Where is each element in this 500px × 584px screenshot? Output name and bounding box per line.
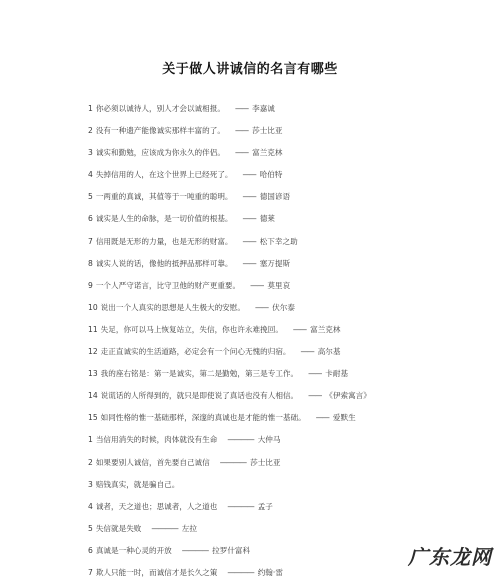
quote-number: 9	[88, 280, 93, 290]
quote-author: 伏尔泰	[272, 302, 295, 312]
list-item	[88, 98, 371, 120]
quote-dash: ——	[250, 280, 264, 290]
quote-dash: ——	[242, 214, 256, 224]
quote-number: 14	[88, 391, 98, 401]
quote-number: 2	[88, 126, 93, 136]
quote-number: 7	[88, 567, 93, 577]
quote-author: 莎士比亚	[252, 126, 283, 136]
quote-dash: ————	[227, 435, 254, 445]
quote-number: 4	[88, 501, 93, 511]
quote-number: 1	[88, 435, 93, 445]
list-item	[88, 208, 371, 230]
quote-number: 4	[88, 170, 93, 180]
quote-dash: ——	[234, 126, 249, 136]
quote-dash: ————	[151, 523, 178, 533]
quote-author: 《伊索寓言》	[325, 391, 371, 401]
quote-author: 德国谚语	[259, 192, 291, 202]
list-item	[88, 275, 371, 297]
quote-list	[88, 98, 371, 584]
quote-dash: ——	[242, 192, 256, 202]
list-item	[88, 429, 371, 451]
quote-author: 莎士比亚	[250, 457, 281, 467]
quote-dash: ——	[292, 324, 307, 334]
list-item	[88, 363, 371, 385]
quote-text: 如同性格的惟一基础那样，深邃的真诚也是才能的惟一基础。	[100, 413, 306, 423]
quote-dash: ——	[300, 347, 314, 357]
quote-number: 12	[88, 347, 98, 357]
quote-author: 德莱	[259, 214, 275, 224]
quote-author: 李嘉诚	[252, 104, 275, 113]
quote-author: 左拉	[181, 523, 197, 533]
list-item	[88, 407, 371, 429]
list-item	[88, 540, 371, 562]
quote-text: 当信用消失的时候，肉体就没有生命	[95, 435, 218, 445]
quote-text: 一两重的真诚，其值等于一吨重的聪明。	[95, 192, 233, 202]
quote-number: 5	[88, 523, 93, 533]
quote-dash: ——	[242, 236, 256, 246]
quote-author: 拉罗什富科	[212, 545, 251, 555]
quote-author: 卡耐基	[325, 369, 349, 379]
quote-text: 失足，你可以马上恢复站立，失信，你也许永难挽回。	[100, 324, 283, 334]
quote-text: 说出一个人真实的思想是人生极大的安慰。	[100, 302, 245, 312]
quote-dash: ——	[234, 104, 249, 113]
quote-number: 10	[88, 302, 98, 312]
quote-author: 松下幸之助	[259, 236, 298, 246]
page-title: 关于做人讲诚信的名言有哪些	[162, 62, 338, 77]
list-item	[88, 518, 371, 540]
quote-text: 欺人只能一时，而诚信才是长久之策	[95, 567, 218, 577]
list-item	[88, 231, 371, 253]
list-item	[88, 474, 371, 496]
list-item	[88, 253, 371, 275]
quote-number: 8	[88, 258, 93, 268]
list-item	[88, 452, 371, 474]
quote-dash: ——	[254, 302, 269, 312]
quote-number: 1	[88, 104, 93, 113]
quote-dash: ——	[308, 391, 322, 401]
quote-text: 说谎话的人所得到的，就只是即使说了真话也没有人相信。	[100, 391, 299, 401]
quote-number: 11	[88, 324, 98, 334]
quote-author: 富兰克林	[252, 148, 283, 158]
quote-number: 6	[88, 545, 93, 555]
quote-number: 7	[88, 236, 93, 246]
quote-author: 莫里哀	[267, 280, 291, 290]
quote-dash: ————	[227, 567, 254, 577]
quote-text: 如果要别人诚信，首先要自己诚信	[95, 457, 210, 467]
list-item	[88, 496, 371, 518]
quote-author: 孟子	[257, 501, 273, 511]
quote-author: 爱默生	[332, 413, 356, 423]
quote-text: 诚者，天之道也；思诚者，人之道也	[95, 501, 218, 511]
quote-text: 走正直诚实的生活道路，必定会有一个问心无愧的归宿。	[100, 347, 291, 357]
quote-number: 3	[88, 479, 93, 489]
quote-author: 塞万提斯	[259, 258, 291, 268]
quote-author: 富兰克林	[310, 324, 341, 334]
quote-text: 你必须以诚待人，别人才会以诚相报。	[95, 104, 225, 113]
quote-author: 哈伯特	[259, 170, 283, 180]
quote-text: 我的座右铭是：第一是诚实，第二是勤勉，第三是专工作。	[100, 369, 299, 379]
quote-text: 一个人严守诺言，比守卫他的财产更重要。	[95, 280, 241, 290]
quote-dash: ——	[315, 413, 329, 423]
quote-text: 诚实是人生的命脉，是一切价值的根基。	[95, 214, 233, 224]
quote-dash: ——	[242, 170, 256, 180]
list-item	[88, 120, 371, 142]
quote-text: 失掉信用的人，在这个世界上已经死了。	[95, 170, 233, 180]
quote-text: 没有一种遗产能像诚实那样丰富的了。	[95, 126, 225, 136]
quote-dash: ——	[308, 369, 322, 379]
list-item	[88, 164, 371, 186]
quote-text: 诚实人说的话，像他的抵押品那样可靠。	[95, 258, 233, 268]
quote-dash: ——	[242, 258, 256, 268]
list-item	[88, 341, 371, 363]
quote-number: 13	[88, 369, 98, 379]
quote-text: 赔钱真实，就是骗自己。	[95, 479, 180, 489]
quote-author: 高尔基	[317, 347, 341, 357]
quote-dash: ————	[227, 501, 254, 511]
list-item	[88, 385, 371, 407]
list-item	[88, 562, 371, 584]
quote-number: 2	[88, 457, 93, 467]
quote-number: 6	[88, 214, 93, 224]
quote-text: 失信就是失败	[95, 523, 142, 533]
list-item	[88, 319, 371, 341]
quote-number: 15	[88, 413, 98, 423]
quote-dash: ——	[234, 148, 249, 158]
quote-text: 诚实和勤勉，应该成为你永久的伴侣。	[95, 148, 225, 158]
quote-dash: ————	[181, 545, 209, 555]
quote-number: 3	[88, 148, 93, 158]
quote-author: 约翰·雷	[257, 567, 283, 577]
quote-text: 信用既是无形的力量，也是无形的财富。	[95, 236, 233, 246]
list-item	[88, 142, 371, 164]
quote-number: 5	[88, 192, 93, 202]
watermark-logo: 广东龙网	[408, 545, 492, 569]
quote-text: 真诚是一种心灵的开放	[95, 545, 172, 555]
quote-author: 大仲马	[257, 435, 281, 445]
quote-dash: ————	[219, 457, 247, 467]
list-item	[88, 297, 371, 319]
list-item	[88, 186, 371, 208]
